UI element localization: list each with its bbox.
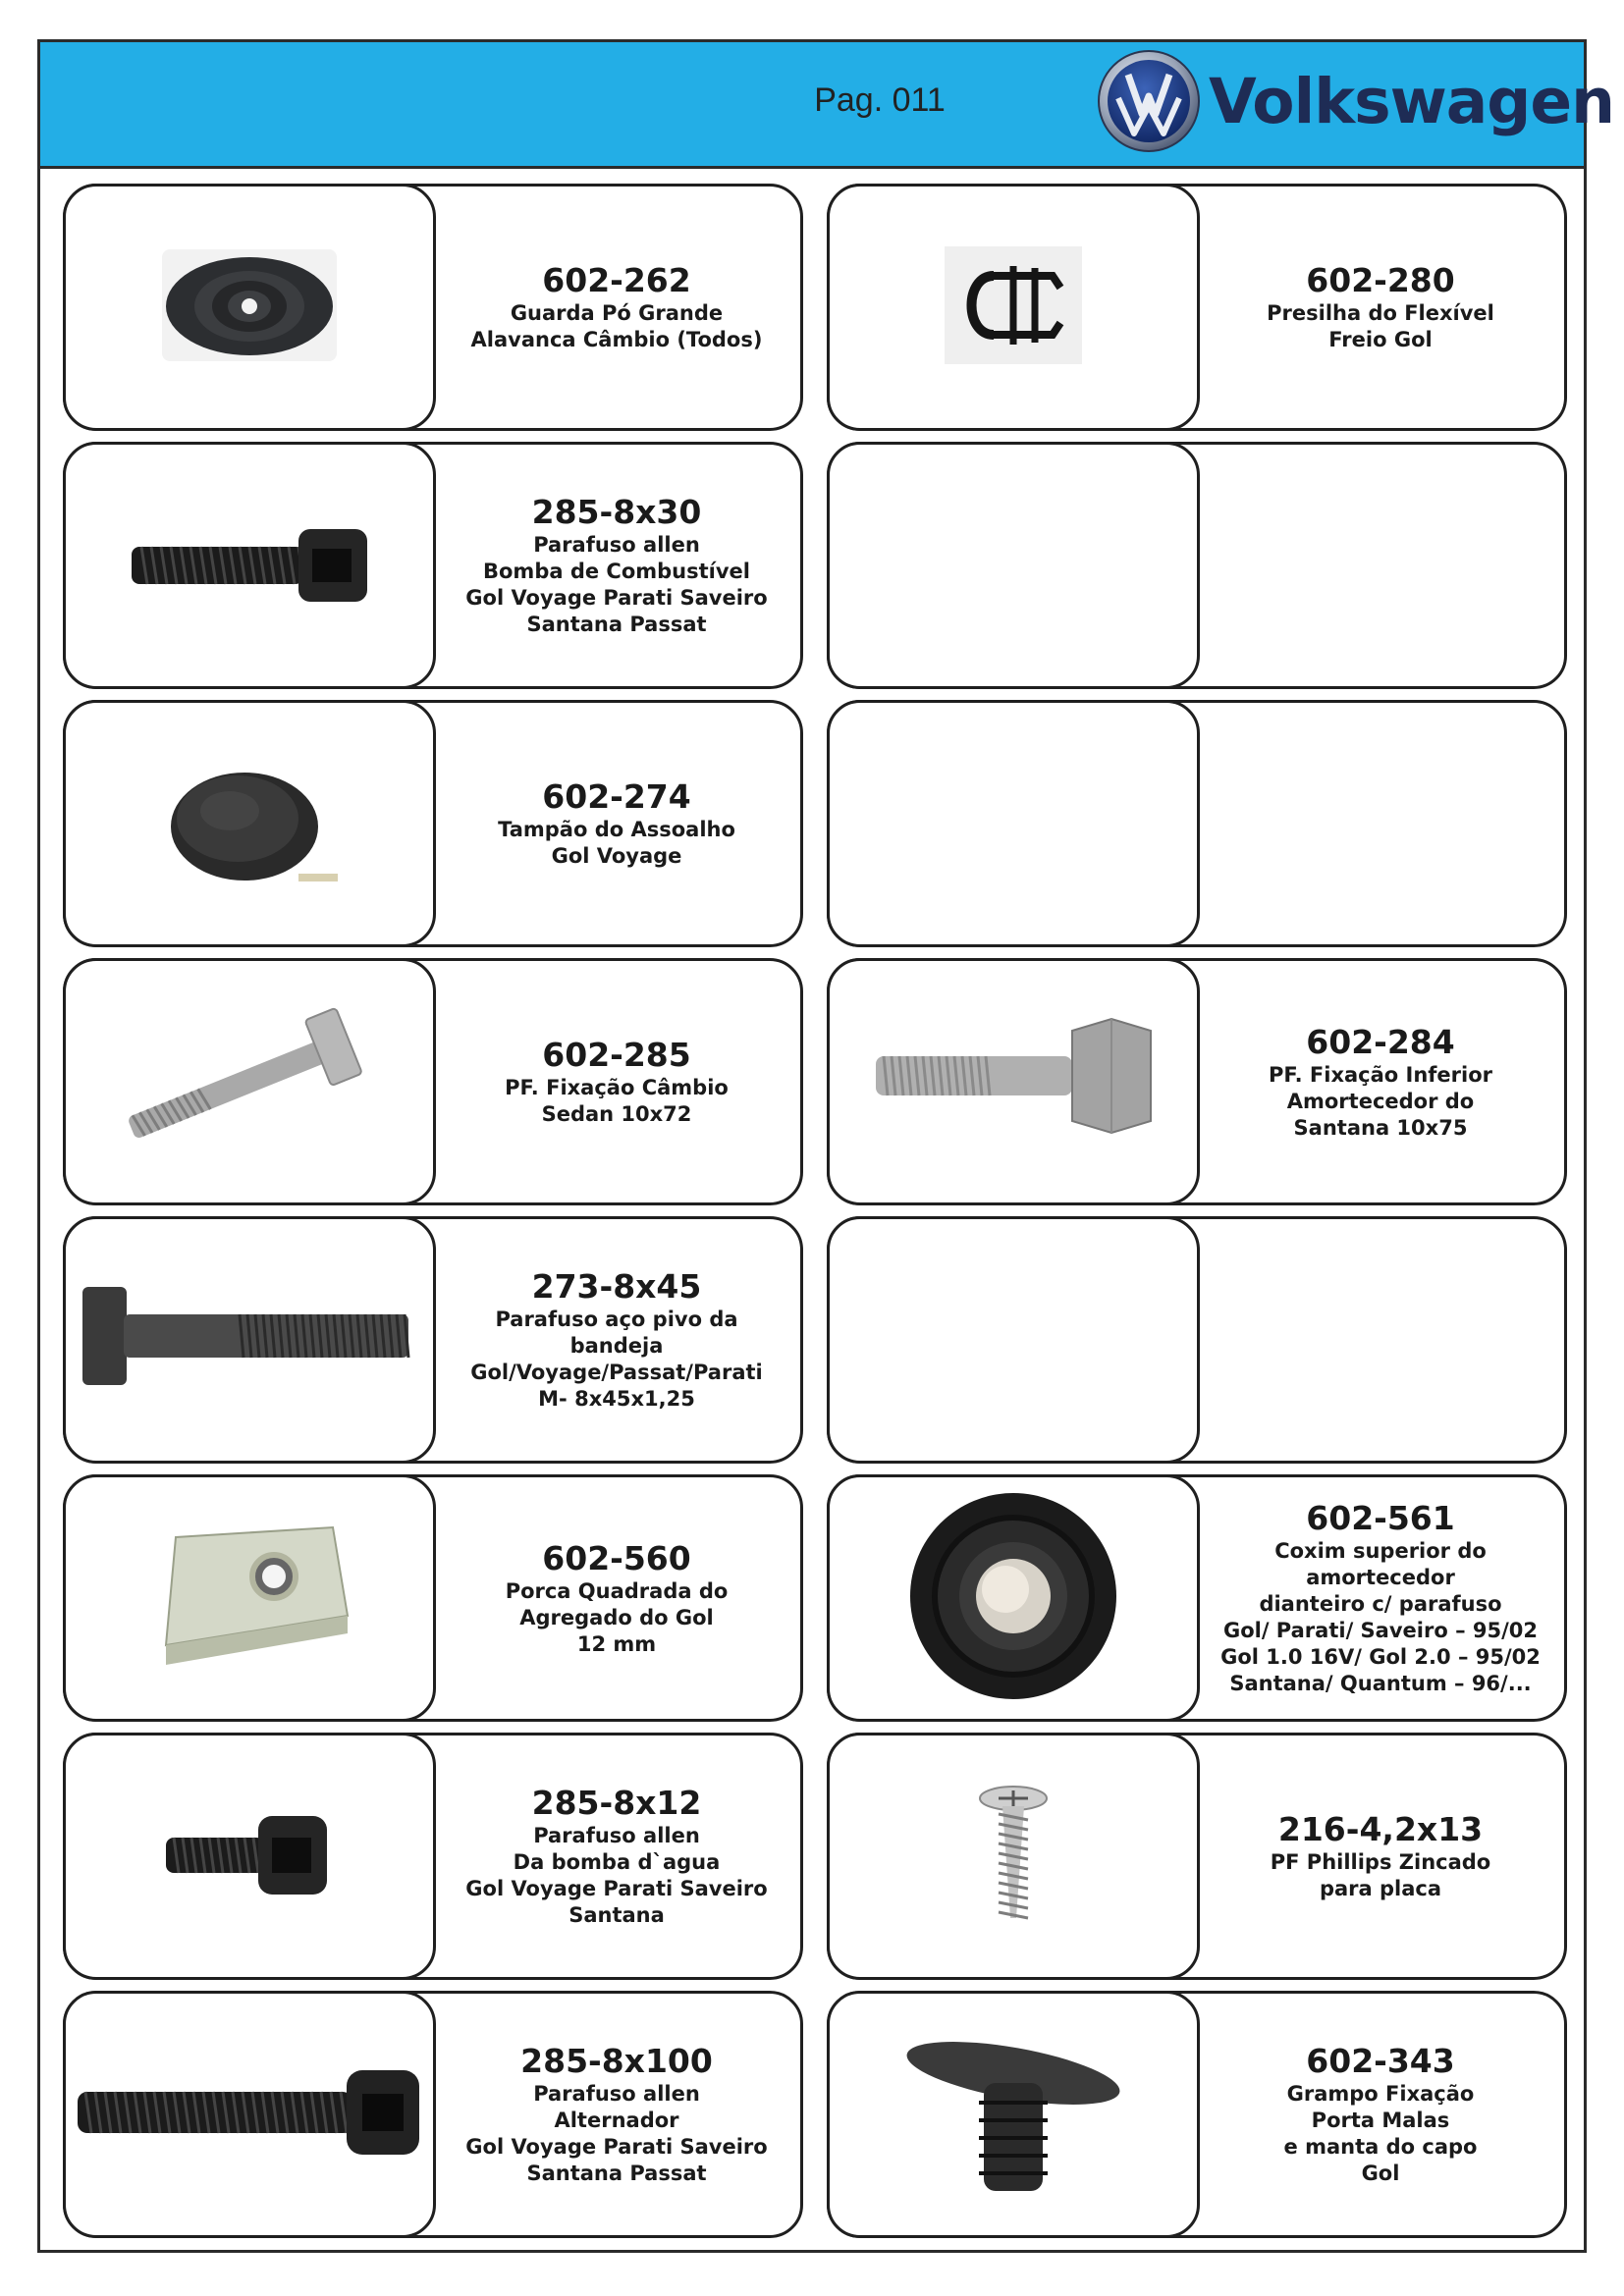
product-code: 216-4,2x13 [1277,1810,1484,1848]
product-image [63,700,436,947]
product-description [470,1307,763,1413]
product-description [1284,2081,1478,2187]
product-description [1197,1538,1564,1697]
push-clip-icon [900,2014,1126,2215]
description-line: M- 8x45x1,25 [538,1387,695,1411]
product-info [1197,187,1564,428]
description-line: Freio Gol [1328,328,1433,351]
product-info [1197,961,1564,1202]
product-card [827,184,1567,431]
product-description [1269,1062,1492,1142]
vw-logo-icon [1097,49,1201,153]
description-line: e manta do capo [1283,2135,1478,2159]
page-number: Pag. 011 [814,81,946,119]
product-info [1197,1477,1564,1719]
product-card [63,1733,803,1980]
product-info [1197,1219,1564,1461]
description-line: Gol Voyage Parati Saveiro [465,1877,768,1900]
product-code: 285-8x12 [531,1784,702,1822]
product-code: 602-284 [1306,1022,1455,1061]
product-card [63,1216,803,1464]
product-card [827,1991,1567,2238]
product-card [827,1733,1567,1980]
description-line: Parafuso allen [533,2082,700,2106]
product-description [465,2081,767,2187]
product-code: 602-560 [542,1538,691,1577]
product-code: 602-280 [1306,261,1455,299]
description-line: Santana Passat [526,613,707,636]
short-allen-bolt-icon [156,1800,343,1912]
description-line: Gol 1.0 16V/ Gol 2.0 – 95/02 [1220,1645,1541,1669]
product-image [827,700,1200,947]
product-info [433,1994,800,2235]
description-line: Agregado do Gol [519,1605,714,1629]
product-info [1197,703,1564,944]
description-line: Grampo Fixação [1286,2082,1475,2106]
description-line: Porta Malas [1311,2109,1450,2132]
description-line: PF Phillips Zincado [1270,1850,1491,1874]
product-info [433,1219,800,1461]
product-card [63,442,803,689]
description-line: Sedan 10x72 [541,1102,692,1126]
product-description [506,1578,729,1658]
product-image [63,1216,436,1464]
description-line: Santana [568,1903,665,1927]
product-card [63,700,803,947]
product-card [63,1991,803,2238]
square-nut-icon [136,1518,362,1679]
strut-mount-icon [886,1483,1141,1713]
product-info [1197,1735,1564,1977]
product-code: 602-343 [1306,2042,1455,2080]
description-line: Coxim superior do amortecedor [1274,1539,1487,1589]
product-image [63,442,436,689]
product-code: 285-8x30 [531,493,702,531]
allen-bolt-icon [122,509,377,621]
description-line: bandeja [569,1334,664,1358]
description-line: Gol [1361,2162,1400,2185]
product-card [827,442,1567,689]
t-bolt-icon [102,996,397,1167]
product-image [827,1216,1200,1464]
product-image [827,184,1200,431]
product-code: 285-8x100 [520,2042,713,2080]
product-code: 602-262 [542,261,691,299]
product-image [63,1733,436,1980]
hose-clip-icon [945,246,1082,368]
product-image [63,958,436,1205]
description-line: Santana 10x75 [1293,1115,1468,1140]
product-image [827,1474,1200,1722]
gear-boot-icon [156,241,343,373]
product-info [433,1477,800,1719]
product-card [63,184,803,431]
description-line: Amortecedor do [1286,1089,1475,1113]
product-image [827,1991,1200,2238]
product-card [827,1474,1567,1722]
description-line: Parafuso allen [533,533,700,557]
description-line: PF. Fixação Câmbio [505,1076,729,1099]
description-line: para placa [1319,1877,1442,1900]
product-info [1197,445,1564,686]
description-line: Santana Passat [526,2162,707,2185]
description-line: Bomba de Combustível [483,560,750,583]
product-card [827,700,1567,947]
product-card [63,958,803,1205]
product-image [827,442,1200,689]
description-line: 12 mm [576,1631,657,1656]
description-line: Da bomba d`agua [513,1850,721,1874]
description-line: Parafuso aço pivo da [495,1308,738,1331]
description-line: Presilha do Flexível [1267,301,1494,325]
brand-name: Volkswagen [1209,66,1614,137]
product-code: 602-274 [542,777,691,816]
product-info [433,961,800,1202]
product-description [465,532,767,638]
product-info [433,445,800,686]
floor-plug-icon [151,748,348,899]
hex-bolt-icon [856,1011,1170,1152]
description-line: Santana/ Quantum – 96/... [1229,1672,1532,1695]
product-code: 273-8x45 [531,1267,702,1306]
description-line: Gol Voyage Parati Saveiro [465,586,768,610]
long-allen-bolt-icon [68,2058,431,2170]
product-card [63,1474,803,1722]
product-code: 602-561 [1306,1499,1455,1537]
description-line: Gol Voyage [551,844,682,868]
phillips-screw-icon [969,1781,1057,1932]
description-line: Parafuso allen [533,1824,700,1847]
description-line: Porca Quadrada do [505,1578,729,1603]
product-description [465,1823,767,1929]
product-card [827,1216,1567,1464]
product-info [1197,1994,1564,2235]
page-header [40,42,1614,169]
product-info [433,703,800,944]
description-line: Gol Voyage Parati Saveiro [465,2135,768,2159]
description-line: Tampão do Assoalho [498,818,735,841]
product-description [471,300,763,353]
description-line: Gol/Voyage/Passat/Parati [470,1361,763,1384]
product-card [827,958,1567,1205]
description-line: PF. Fixação Inferior [1268,1062,1493,1087]
product-info [433,1735,800,1977]
product-description [1267,300,1494,353]
product-info [433,187,800,428]
description-line: Alavanca Câmbio (Todos) [470,328,763,351]
product-description [498,817,735,870]
description-line: Gol/ Parati/ Saveiro – 95/02 [1222,1619,1539,1642]
product-description [1271,1849,1490,1902]
product-image [63,1474,436,1722]
product-image [827,1733,1200,1980]
description-line: Alternador [554,2109,679,2132]
product-image [827,958,1200,1205]
product-code: 602-285 [542,1036,691,1074]
hex-bolt-dark-icon [73,1269,426,1411]
product-image [63,184,436,431]
product-image [63,1991,436,2238]
description-line: dianteiro c/ parafuso [1259,1592,1502,1616]
description-line: Guarda Pó Grande [510,301,724,325]
product-description [505,1075,729,1128]
